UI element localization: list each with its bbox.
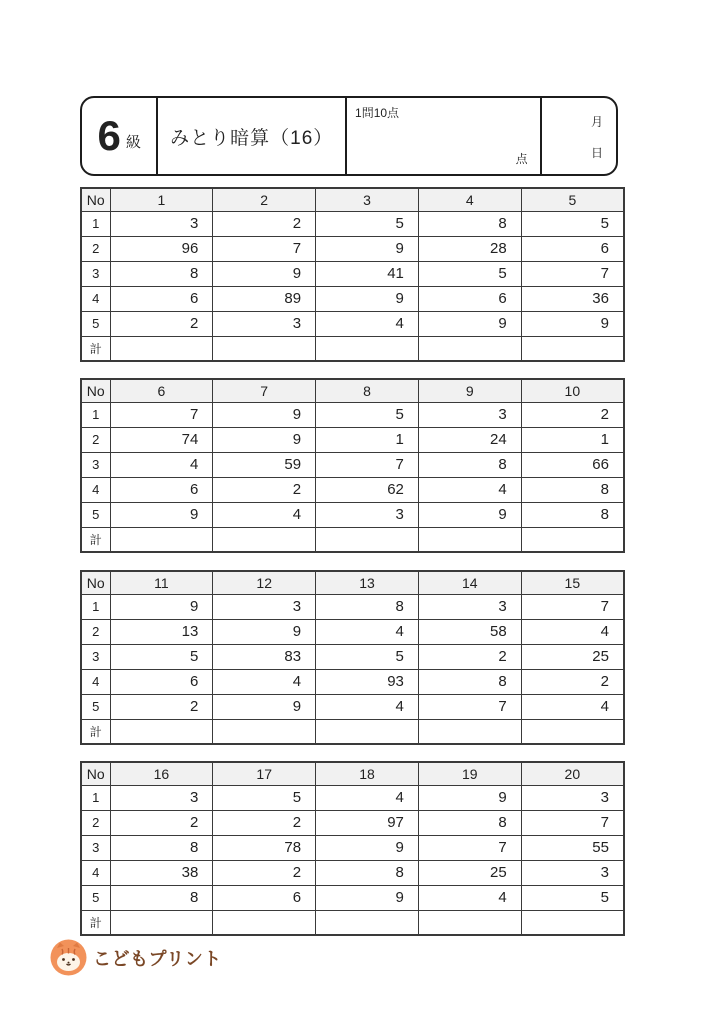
value-cell: 4 (110, 452, 213, 477)
value-cell: 3 (213, 311, 316, 336)
site-logo (50, 939, 222, 976)
column-header-cell: 20 (521, 762, 624, 785)
grade-number: 6 (97, 112, 121, 159)
value-cell: 58 (418, 619, 521, 644)
value-cell: 4 (213, 502, 316, 527)
value-cell: 8 (110, 261, 213, 286)
value-cell: 9 (213, 402, 316, 427)
column-header-cell: 19 (418, 762, 521, 785)
value-cell: 7 (521, 594, 624, 619)
total-label-cell: 計 (81, 910, 110, 935)
problem-table-2 (80, 378, 625, 553)
row-number-cell: 2 (81, 236, 110, 261)
value-cell: 2 (213, 860, 316, 885)
value-cell: 3 (316, 502, 419, 527)
total-answer-cell (213, 910, 316, 935)
no-header-cell: No (81, 762, 110, 785)
worksheet-title: みとり暗算（16） (158, 98, 347, 174)
value-cell: 9 (110, 594, 213, 619)
value-cell: 59 (213, 452, 316, 477)
value-cell: 38 (110, 860, 213, 885)
value-cell: 9 (110, 502, 213, 527)
row-number-cell: 2 (81, 810, 110, 835)
value-cell: 5 (316, 644, 419, 669)
column-header-cell: 7 (213, 379, 316, 402)
value-cell: 4 (418, 885, 521, 910)
value-cell: 3 (110, 211, 213, 236)
value-cell: 4 (316, 311, 419, 336)
row-number-cell: 3 (81, 835, 110, 860)
row-number-cell: 3 (81, 261, 110, 286)
total-label-cell: 計 (81, 719, 110, 744)
total-answer-cell (110, 527, 213, 552)
value-cell: 6 (110, 286, 213, 311)
value-cell: 5 (418, 261, 521, 286)
value-cell: 7 (418, 835, 521, 860)
value-cell: 1 (521, 427, 624, 452)
value-cell: 9 (213, 261, 316, 286)
value-cell: 8 (521, 477, 624, 502)
row-number-cell: 1 (81, 211, 110, 236)
total-answer-cell (521, 336, 624, 361)
value-cell: 9 (418, 502, 521, 527)
value-cell: 3 (418, 594, 521, 619)
problem-table-3 (80, 570, 625, 745)
value-cell: 93 (316, 669, 419, 694)
column-header-cell: 4 (418, 188, 521, 211)
row-number-cell: 1 (81, 594, 110, 619)
total-answer-cell (418, 336, 521, 361)
value-cell: 3 (418, 402, 521, 427)
column-header-cell: 12 (213, 571, 316, 594)
value-cell: 5 (521, 211, 624, 236)
total-answer-cell (418, 719, 521, 744)
row-number-cell: 3 (81, 452, 110, 477)
value-cell: 8 (521, 502, 624, 527)
value-cell: 2 (213, 211, 316, 236)
value-cell: 7 (213, 236, 316, 261)
value-cell: 9 (316, 286, 419, 311)
value-cell: 4 (316, 785, 419, 810)
value-cell: 2 (110, 810, 213, 835)
value-cell: 36 (521, 286, 624, 311)
column-header-cell: 13 (316, 571, 419, 594)
value-cell: 6 (521, 236, 624, 261)
no-header-cell: No (81, 379, 110, 402)
value-cell: 9 (521, 311, 624, 336)
value-cell: 9 (316, 885, 419, 910)
value-cell: 6 (418, 286, 521, 311)
row-number-cell: 3 (81, 644, 110, 669)
column-header-cell: 6 (110, 379, 213, 402)
value-cell: 55 (521, 835, 624, 860)
value-cell: 8 (110, 885, 213, 910)
row-number-cell: 4 (81, 669, 110, 694)
value-cell: 7 (418, 694, 521, 719)
value-cell: 9 (316, 835, 419, 860)
value-cell: 66 (521, 452, 624, 477)
value-cell: 9 (213, 694, 316, 719)
value-cell: 4 (418, 477, 521, 502)
value-cell: 7 (521, 810, 624, 835)
value-cell: 9 (418, 785, 521, 810)
value-cell: 96 (110, 236, 213, 261)
value-cell: 24 (418, 427, 521, 452)
value-cell: 3 (213, 594, 316, 619)
value-cell: 25 (521, 644, 624, 669)
column-header-cell: 15 (521, 571, 624, 594)
no-header-cell: No (81, 188, 110, 211)
value-cell: 89 (213, 286, 316, 311)
value-cell: 1 (316, 427, 419, 452)
row-number-cell: 1 (81, 785, 110, 810)
value-cell: 4 (521, 694, 624, 719)
value-cell: 74 (110, 427, 213, 452)
row-number-cell: 4 (81, 477, 110, 502)
column-header-cell: 5 (521, 188, 624, 211)
value-cell: 3 (110, 785, 213, 810)
total-label-cell: 計 (81, 336, 110, 361)
value-cell: 28 (418, 236, 521, 261)
value-cell: 2 (521, 669, 624, 694)
column-header-cell: 16 (110, 762, 213, 785)
total-answer-cell (110, 336, 213, 361)
value-cell: 5 (521, 885, 624, 910)
value-cell: 78 (213, 835, 316, 860)
total-answer-cell (521, 527, 624, 552)
grade-cell (82, 98, 158, 174)
value-cell: 5 (316, 211, 419, 236)
total-answer-cell (110, 910, 213, 935)
total-answer-cell (316, 527, 419, 552)
value-cell: 97 (316, 810, 419, 835)
value-cell: 8 (418, 452, 521, 477)
row-number-cell: 5 (81, 502, 110, 527)
column-header-cell: 17 (213, 762, 316, 785)
value-cell: 3 (521, 860, 624, 885)
value-cell: 7 (110, 402, 213, 427)
column-header-cell: 10 (521, 379, 624, 402)
total-answer-cell (316, 336, 419, 361)
value-cell: 8 (418, 669, 521, 694)
total-answer-cell (418, 527, 521, 552)
column-header-cell: 1 (110, 188, 213, 211)
no-header-cell: No (81, 571, 110, 594)
score-cell (347, 98, 542, 174)
value-cell: 8 (316, 594, 419, 619)
value-cell: 8 (418, 810, 521, 835)
value-cell: 8 (418, 211, 521, 236)
value-cell: 2 (418, 644, 521, 669)
total-answer-cell (316, 719, 419, 744)
value-cell: 41 (316, 261, 419, 286)
total-answer-cell (213, 719, 316, 744)
row-number-cell: 5 (81, 694, 110, 719)
column-header-cell: 2 (213, 188, 316, 211)
column-header-cell: 9 (418, 379, 521, 402)
value-cell: 7 (316, 452, 419, 477)
value-cell: 6 (213, 885, 316, 910)
value-cell: 9 (213, 427, 316, 452)
problem-table-1 (80, 187, 625, 362)
total-answer-cell (213, 336, 316, 361)
total-label-cell: 計 (81, 527, 110, 552)
value-cell: 5 (213, 785, 316, 810)
logo-text: こどもプリント (93, 948, 222, 969)
row-number-cell: 1 (81, 402, 110, 427)
row-number-cell: 2 (81, 619, 110, 644)
value-cell: 8 (110, 835, 213, 860)
value-cell: 6 (110, 669, 213, 694)
value-cell: 2 (213, 810, 316, 835)
column-header-cell: 11 (110, 571, 213, 594)
total-answer-cell (316, 910, 419, 935)
value-cell: 4 (316, 619, 419, 644)
worksheet-header (80, 96, 618, 176)
value-cell: 2 (110, 311, 213, 336)
value-cell: 7 (521, 261, 624, 286)
value-cell: 8 (316, 860, 419, 885)
value-cell: 83 (213, 644, 316, 669)
total-answer-cell (110, 719, 213, 744)
value-cell: 5 (110, 644, 213, 669)
value-cell: 9 (213, 619, 316, 644)
column-header-cell: 8 (316, 379, 419, 402)
value-cell: 62 (316, 477, 419, 502)
score-unit-label: 点 (515, 152, 528, 166)
row-number-cell: 4 (81, 860, 110, 885)
value-cell: 3 (521, 785, 624, 810)
month-label: 月 (591, 115, 604, 129)
row-number-cell: 5 (81, 885, 110, 910)
value-cell: 5 (316, 402, 419, 427)
column-header-cell: 18 (316, 762, 419, 785)
total-answer-cell (418, 910, 521, 935)
value-cell: 4 (521, 619, 624, 644)
points-per-question-label: 1問10点 (355, 106, 400, 120)
total-answer-cell (521, 910, 624, 935)
grade-label: 級 (125, 133, 141, 151)
row-number-cell: 2 (81, 427, 110, 452)
day-label: 日 (591, 146, 604, 160)
total-answer-cell (213, 527, 316, 552)
value-cell: 2 (521, 402, 624, 427)
value-cell: 4 (316, 694, 419, 719)
row-number-cell: 5 (81, 311, 110, 336)
column-header-cell: 14 (418, 571, 521, 594)
value-cell: 9 (418, 311, 521, 336)
value-cell: 2 (213, 477, 316, 502)
value-cell: 4 (213, 669, 316, 694)
column-header-cell: 3 (316, 188, 419, 211)
mascot-cat-icon (50, 939, 87, 976)
value-cell: 13 (110, 619, 213, 644)
value-cell: 2 (110, 694, 213, 719)
value-cell: 9 (316, 236, 419, 261)
value-cell: 25 (418, 860, 521, 885)
total-answer-cell (521, 719, 624, 744)
row-number-cell: 4 (81, 286, 110, 311)
problem-table-4 (80, 761, 625, 936)
date-cell (542, 98, 616, 174)
value-cell: 6 (110, 477, 213, 502)
